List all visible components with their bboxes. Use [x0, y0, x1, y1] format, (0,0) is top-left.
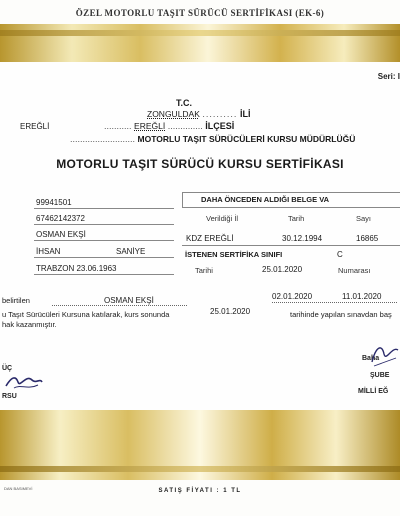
right-seal-top: Baha	[362, 355, 380, 362]
tc-no-value: 67462142372	[36, 214, 85, 223]
birth-field	[34, 263, 174, 275]
right-signature-icon	[368, 340, 400, 370]
gold-frame-top-stripe	[0, 30, 400, 36]
district-label: İLÇESİ	[205, 121, 235, 131]
district-line: ........... EREĞLİ .............. İLÇESİ	[104, 121, 235, 131]
birth-value: TRABZON 23.06.1963	[36, 264, 117, 273]
full-name-value: OSMAN EKŞİ	[36, 230, 86, 239]
col-no: Sayı	[356, 214, 372, 223]
issued-city-value: KDZ EREĞLİ	[186, 234, 234, 243]
province-line: ZONGULDAK .......... İLİ	[147, 109, 251, 119]
previous-license-divider	[182, 245, 400, 246]
mother-name-value: SANİYE	[116, 247, 146, 256]
father-name-value: İHSAN	[36, 247, 61, 256]
course-start-date: 02.01.2020	[272, 292, 313, 301]
left-district-value: EREĞLİ	[20, 122, 50, 131]
sale-price: SATIŞ FİYATI : 1 TL	[158, 488, 242, 494]
course-end-date: 11.01.2020	[342, 292, 382, 301]
statement-name-line	[52, 305, 187, 306]
previous-license-heading: DAHA ÖNCEDEN ALDIĞI BELGE VA	[182, 192, 400, 208]
exam-date: 25.01.2020	[210, 307, 251, 316]
requested-class-label: İSTENEN SERTİFİKA SINIFI	[185, 250, 283, 259]
requested-class-value: C	[337, 250, 343, 259]
left-seal-top: ÜÇ	[2, 365, 13, 372]
left-signature-icon	[4, 372, 44, 392]
col-date: Tarih	[288, 214, 305, 223]
left-seal-bottom: RSU	[2, 393, 17, 400]
directorate-label: MOTORLU TAŞIT SÜRÜCÜLERİ KURSU MÜDÜRLÜĞÜ	[137, 134, 356, 144]
statement-line2: u Taşıt Sürücüleri Kursuna katılarak, kurs sonunda	[2, 310, 170, 319]
gold-frame-bottom-stripe	[0, 466, 400, 472]
directorate-line: .......................... MOTORLU TAŞIT SÜRÜCÜLERİ KURSU MÜDÜRLÜĞÜ	[70, 134, 356, 144]
statement-line2-suffix: tarihinde yapılan sınavdan baş	[290, 310, 392, 319]
right-seal-mid: ŞUBE	[370, 372, 390, 379]
statement-prefix: belirtilen	[2, 296, 30, 305]
statement-name: OSMAN EKŞİ	[104, 296, 154, 305]
name-field	[34, 229, 174, 241]
printer-name: DAN BASIMEVİ	[4, 486, 33, 491]
province-label: İLİ	[239, 109, 251, 119]
serial-no-field	[34, 197, 174, 209]
col-issued-city: Verildiği İl	[206, 214, 239, 223]
parents-field	[34, 246, 174, 258]
requested-date-value: 25.01.2020	[262, 265, 303, 274]
requested-date-label: Tarihi	[195, 266, 213, 275]
course-dates-line	[272, 302, 397, 303]
form-top-title: ÖZEL MOTORLU TAŞIT SÜRÜCÜ SERTİFİKASI (EK-6)	[75, 8, 325, 18]
license-no-value: 16865	[356, 234, 379, 243]
right-seal-bottom: MİLLİ EĞ	[358, 388, 389, 395]
requested-number-label: Numarası	[338, 266, 371, 275]
tc-no-field	[34, 213, 174, 225]
statement-line3: hak kazanmıştır.	[2, 320, 57, 329]
serial-no-value: 99941501	[36, 198, 72, 207]
issue-date-value: 30.12.1994	[282, 234, 323, 243]
tc-label: T.C.	[176, 98, 193, 108]
certificate-title: MOTORLU TAŞIT SÜRÜCÜ KURSU SERTİFİKASI	[56, 157, 344, 171]
serial-label: Seri: I	[377, 72, 400, 81]
province-value: ZONGULDAK	[147, 109, 200, 119]
district-value: EREĞLİ	[134, 121, 166, 131]
